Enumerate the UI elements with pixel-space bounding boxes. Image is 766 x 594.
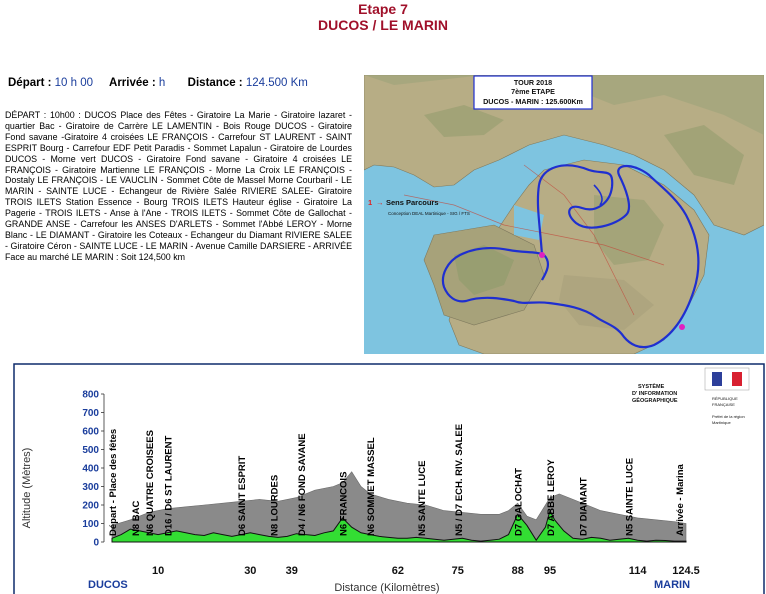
place-label: N5 SANTE LUCE <box>416 460 428 537</box>
logo-small-4: Martinique <box>712 420 731 425</box>
x-tick-label: 62 <box>391 565 404 577</box>
start-place-label: DUCOS <box>88 579 128 591</box>
x-tick-label: 75 <box>451 565 464 577</box>
y-tick-label: 100 <box>82 519 99 530</box>
map-box-line3: DUCOS - MARIN : 125.600Km <box>483 97 583 106</box>
route-description: DÉPART : 10h00 : DUCOS Place des Fêtes - Giratoire La Marie - Giratoire lazaret - quartier Bac - Giratoire de Carrère LE LAMENTIN - Bois Rouge DUCOS - Giratoire Fond savane -Giratoire 4 croisées LE FRANÇOIS - Carrefour ST LAURENT - SAINT ESPRIT Bourg - Carrefour EDF Petit Paradis - Sommet Lapalun - Giratoire de Lourdes DUCOS - Morne vert DUCOS - Giratoire Fond savane - Giratoire 4 croisées LE FRANÇOIS - Giratoire Martienne LE FRANÇOIS - Morne La Croix LE FRANÇOIS - Dostaly LE FRANÇOIS - LE VAUCLIN - Sommet Côte de Massel Morne Courbaril - LE MARIN - SAINTE LUCE - Echangeur de Rivière Salée RIVIERE SALEE- Giratoire TROIS ILETS Station Essence - Bourg TROIS ILETS Hauteur église - Giratoire La Pagerie - TROIS ILETS - Anse à l'Ane - TROIS ILETS - Sommet Côte de Gallochat - GRANDE ANSE - Carrefour les ANSES D'ARLETS - Sommet l'Abbé LEROY - Morne Blanc - LE DIAMANT - Giratoire les Coteaux - Echangeur du Diamant RIVIERE SALEE - Giratoire Céron - SAINTE LUCE - LE MARIN - Avenue Camille DARSIERE - ARRIVÉE Face au marché LE MARIN : Soit 124,500 km <box>5 110 352 262</box>
place-label: D4 / N6 FOND SAVANE <box>297 433 308 536</box>
y-tick-label: 300 <box>82 482 99 493</box>
y-tick-label: 800 <box>82 389 99 401</box>
info-line <box>8 77 308 89</box>
distance-value: 124.500 Km <box>245 77 308 89</box>
y-tick-label: 200 <box>82 500 99 512</box>
x-tick-label: 114 <box>628 565 647 577</box>
logo-small-3: Préfet de la région <box>712 414 745 419</box>
map-box-line2: 7ème ETAPE <box>511 87 555 96</box>
place-label: N6 QUATRE CROISEES <box>144 430 156 537</box>
map-finish-marker <box>679 324 685 330</box>
place-label: D7 GALOCHAT <box>513 468 525 536</box>
altitude-profile-chart <box>0 360 766 594</box>
y-axis-title: Altitude (Mètres) <box>21 447 33 529</box>
place-label: D7 DIAMANT <box>578 477 590 537</box>
logo-small-2: FRANÇAISE <box>712 402 735 407</box>
x-tick-label: 95 <box>543 565 557 577</box>
place-label: Arrivée - Marina <box>675 464 687 537</box>
y-tick-label: 700 <box>82 408 99 419</box>
end-place-label: MARIN <box>654 579 691 591</box>
x-tick-label: 124.5 <box>672 565 700 577</box>
depart-value: 10 h 00 <box>54 77 94 89</box>
y-tick-label: 500 <box>82 445 99 456</box>
map-caption: Conception DEAL Martinique - SIG / FTS <box>388 211 470 216</box>
place-label: N6 FRANCOIS <box>338 471 350 536</box>
map-sens-label: Sens Parcours <box>386 198 439 207</box>
place-label: Départ - Place des fêtes <box>108 428 119 536</box>
x-tick-label: 30 <box>244 565 257 577</box>
place-label: D7 ABBE LEROY <box>546 459 557 537</box>
arrivee-label: Arrivée : <box>109 77 156 89</box>
route-title: DUCOS / LE MARIN <box>318 17 448 33</box>
map-start-marker <box>539 252 545 258</box>
place-label: N5 / D7 ECH. RIV. SALEE <box>453 423 465 537</box>
logo-line2: D' INFORMATION <box>632 391 678 397</box>
logo-line3: GÉOGRAPHIQUE <box>632 398 678 404</box>
x-tick-label: 88 <box>511 565 524 577</box>
distance-label: Distance : <box>187 77 243 89</box>
logo-small-1: RÉPUBLIQUE <box>712 396 738 401</box>
place-label: N5 SAINTE LUCE <box>624 457 636 537</box>
map-sens-arrow-icon: → <box>376 198 384 207</box>
y-tick-label: 0 <box>93 537 99 549</box>
logo-line1: SYSTÈME <box>638 384 665 390</box>
map-sens-number: 1 <box>368 198 373 207</box>
place-label: D16 / D6 ST LAURENT <box>163 435 175 536</box>
arrivee-value: h <box>158 77 166 89</box>
map-box-line1: TOUR 2018 <box>513 78 553 87</box>
x-tick-label: 10 <box>151 565 165 577</box>
route-map <box>364 75 764 354</box>
x-axis-title: Distance (Kilomètres) <box>334 582 440 594</box>
depart-label: Départ : <box>8 77 52 89</box>
y-tick-label: 400 <box>82 463 99 475</box>
place-label: N8 LOURDES <box>269 474 281 537</box>
x-tick-label: 39 <box>285 565 298 577</box>
stage-title: Etape 7 <box>358 1 408 17</box>
place-label: N8 BAC <box>131 500 143 537</box>
place-label: N6 SOMMET MASSEL <box>366 437 378 537</box>
y-tick-label: 600 <box>82 426 99 438</box>
place-label: D6 SAINT ESPRIT <box>237 455 249 537</box>
